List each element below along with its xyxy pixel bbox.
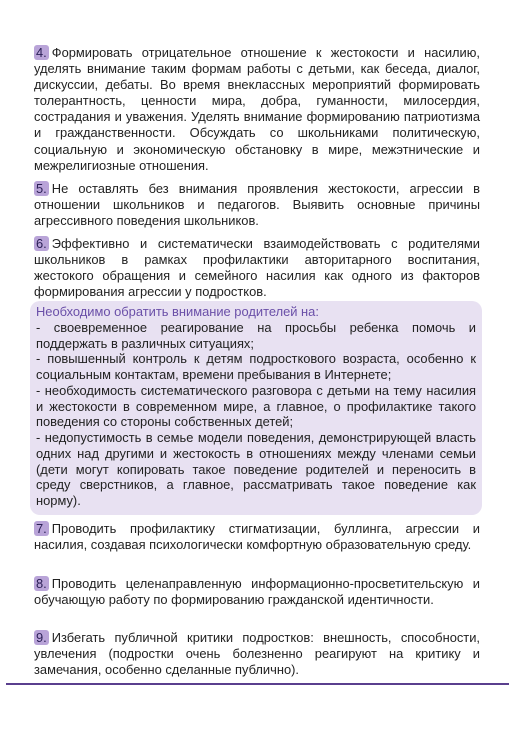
bottom-divider [6, 683, 509, 685]
list-item-8 [34, 576, 480, 608]
list-item-4 [34, 45, 480, 174]
item-number-badge: 7. [36, 521, 47, 536]
list-item-6 [34, 236, 480, 300]
callout-point: - повышенный контроль к детям подросткового возраста, особенно к социальным контактам, времени пребывания в Интернете; [36, 351, 476, 382]
item-text: Избегать публичной критики подростков: внешность, способности, увлечения (подростки очень болезненно реагируют на критику и замечания, особенно сделанные публично). [34, 630, 480, 678]
item-number-badge: 9. [36, 630, 47, 645]
item-number-badge: 6. [36, 236, 47, 251]
callout-point: - недопустимость в семье модели поведения, демонстрирующей власть одних над другими и жестокость в отношениях между членами семьи (дети могут копировать такое поведение родителей и переносить в среду сверстников, а главное, рассматривать такое поведение как норму). [36, 430, 476, 508]
callout-point: - своевременное реагирование на просьбы ребенка помочь и поддержать в различных ситуациях; [36, 319, 476, 351]
item-text: Эффективно и систематически взаимодействовать с родителями школьников в рамках профилактики авторитарного воспитания, жестокого обращения и семейного насилия как одного из факторов формирования агрессии у подростков. [34, 236, 480, 300]
list-item-7 [34, 521, 480, 553]
callout-point: - необходимость систематического разговора с детьми на тему насилия и жестокости в современном мире, а главное, о профилактике такого поведения со стороны собственных детей; [36, 382, 476, 430]
list-item-5 [34, 181, 480, 229]
item-number-badge: 8. [36, 576, 47, 591]
item-number-badge: 5. [36, 181, 47, 196]
item-text: Не оставлять без внимания проявления жестокости, агрессии в отношении школьников и педагогов. Выявить основные причины агрессивного поведения школьников. [34, 181, 480, 229]
callout-heading: Необходимо обратить внимание родителей на: [36, 304, 319, 319]
list-item-9 [34, 630, 480, 678]
item-number-badge: 4. [36, 45, 47, 60]
item-text: Проводить целенаправленную информационно-просветительскую и обучающую работу по формированию гражданской идентичности. [34, 576, 480, 608]
item-text: Формировать отрицательное отношение к жестокости и насилию, уделять внимание таким формам работы с детьми, как беседа, диалог, дискуссии, дебаты. Во время внеклассных мероприятий формировать толерантность, ценности мира, добра, гуманности, милосердия, сострадания и уважения. Уделять внимание формированию патриотизма и гражданственности. Обсуждать со школьниками политическую, социальную и экономическую обстановку в мире, межэтнические и межрелигиозные отношения. [34, 45, 480, 173]
parents-attention-callout [30, 301, 482, 515]
item-text: Проводить профилактику стигматизации, буллинга, агрессии и насилия, создавая психологически комфортную образовательную среду. [34, 521, 480, 553]
